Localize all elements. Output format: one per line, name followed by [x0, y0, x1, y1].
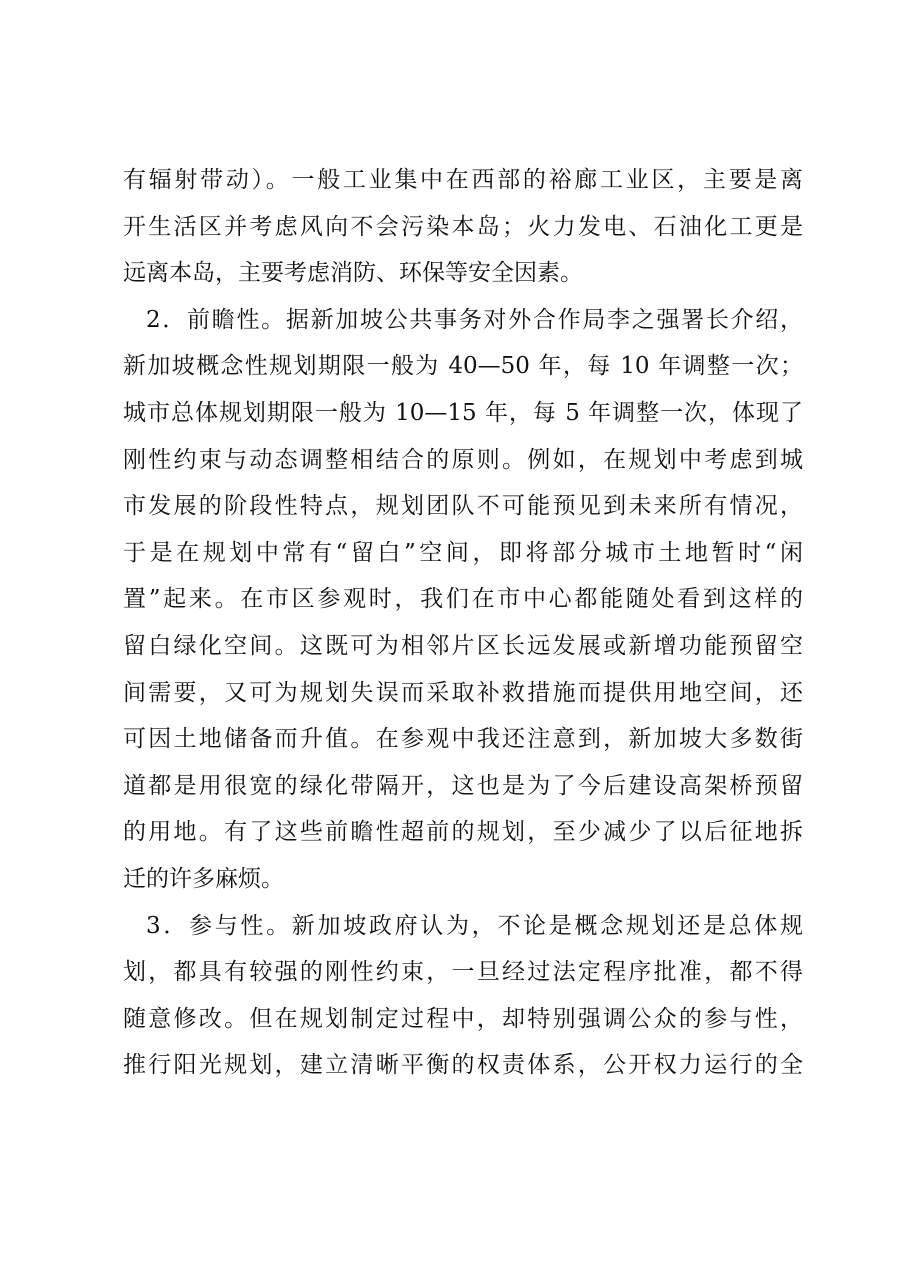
- text-line: 刚性约束与动态调整相结合的原则。例如，在规划中考虑到城: [123, 446, 803, 473]
- text-line: 可因土地储备而升值。在参观中我还注意到，新加坡大多数街: [123, 726, 803, 753]
- body-text: [123, 157, 803, 1089]
- text-line: 迁的许多麻烦。: [123, 865, 284, 892]
- text-line: 留白绿化空间。这既可为相邻片区长远发展或新增功能预留空: [123, 632, 803, 659]
- text-line: 远离本岛，主要考虑消防、环保等安全因素。: [123, 260, 583, 287]
- text-line: 3．参与性。新加坡政府认为，不论是概念规划还是总体规: [146, 912, 803, 939]
- text-line: 2．前瞻性。据新加坡公共事务对外合作局李之强署长介绍，: [146, 306, 803, 333]
- text-line: 划，都具有较强的刚性约束，一旦经过法定程序批准，都不得: [123, 959, 803, 986]
- text-line: 开生活区并考虑风向不会污染本岛；火力发电、石油化工更是: [123, 213, 803, 240]
- text-line: 道都是用很宽的绿化带隔开，这也是为了今后建设高架桥预留: [123, 772, 803, 799]
- text-line: 的用地。有了这些前瞻性超前的规划，至少减少了以后征地拆: [123, 819, 803, 846]
- text-line: 置”起来。在市区参观时，我们在市中心都能随处看到这样的: [123, 586, 803, 613]
- text-line: 间需要，又可为规划失误而采取补救措施而提供用地空间，还: [123, 679, 803, 706]
- text-line: 市发展的阶段性特点，规划团队不可能预见到未来所有情况，: [123, 493, 803, 520]
- text-line: 于是在规划中常有“留白”空间，即将部分城市土地暂时“闲: [123, 539, 803, 566]
- text-line: 随意修改。但在规划制定过程中，却特别强调公众的参与性，: [123, 1005, 803, 1032]
- text-line: 新加坡概念性规划期限一般为 40—50 年，每 10 年调整一次；: [123, 353, 803, 380]
- text-line: 城市总体规划期限一般为 10—15 年，每 5 年调整一次，体现了: [123, 399, 803, 426]
- text-line: 推行阳光规划，建立清晰平衡的权责体系，公开权力运行的全: [123, 1052, 803, 1079]
- text-line: 有辐射带动）。一般工业集中在西部的裕廊工业区，主要是离: [123, 167, 803, 193]
